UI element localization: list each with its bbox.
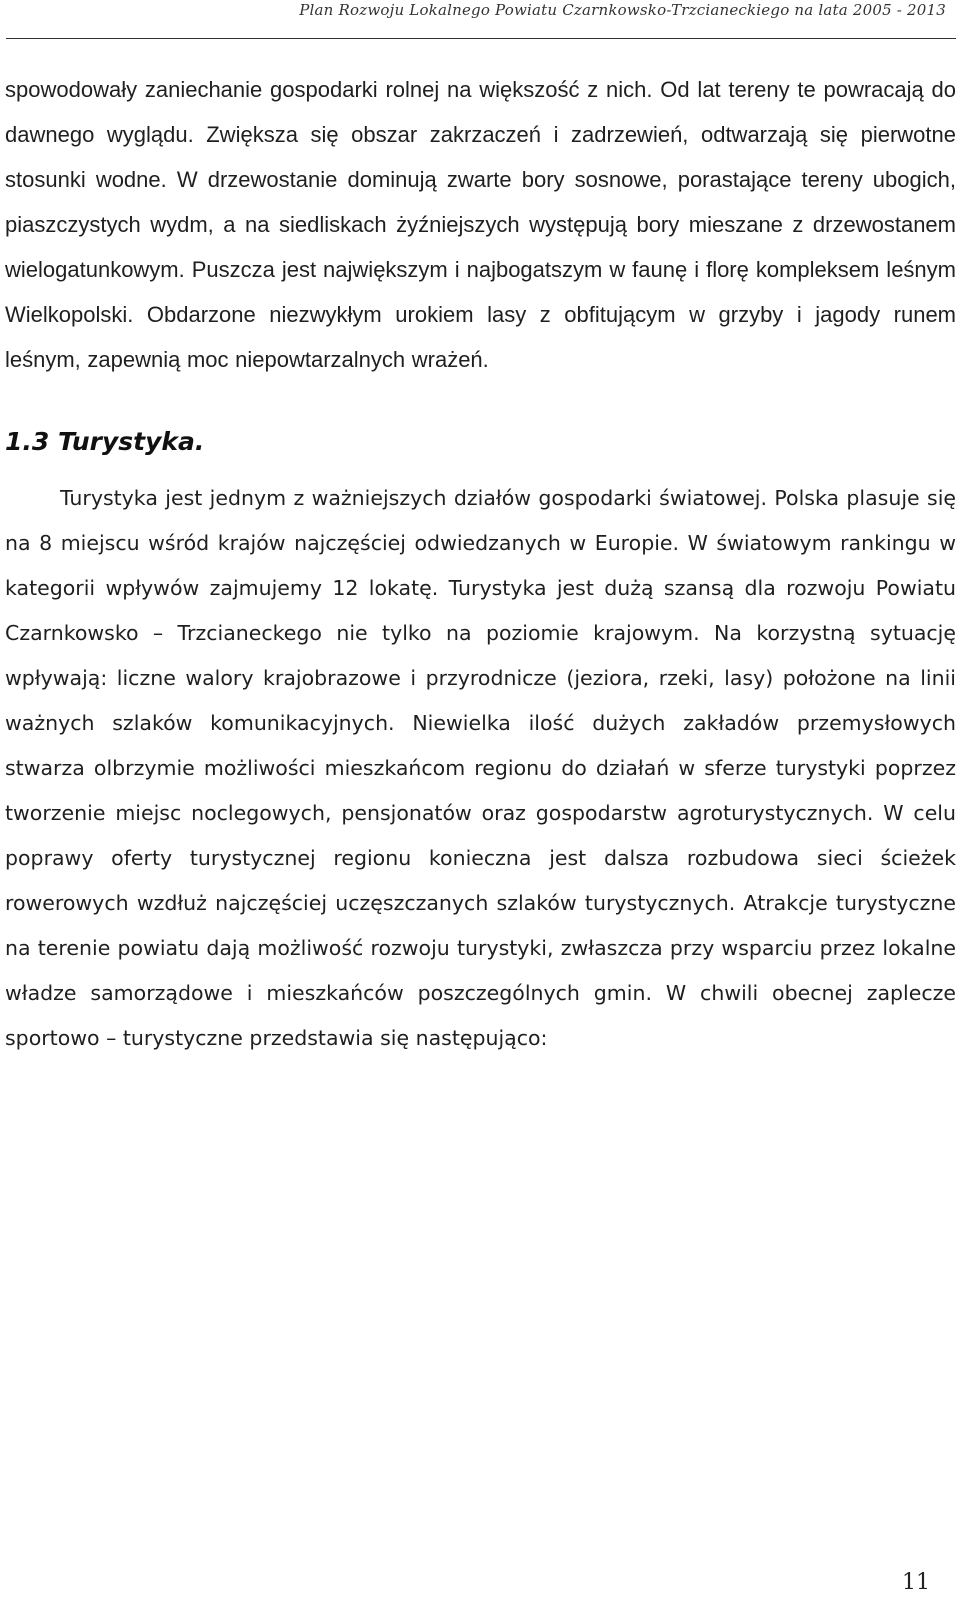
running-header xyxy=(0,0,960,40)
page-body xyxy=(5,67,956,1061)
header-rule xyxy=(6,38,956,39)
paragraph-forest-description: spowodowały zaniechanie gospodarki rolnej na większość z nich. Od lat tereny te powracają do dawnego wyglądu. Zwiększa się obszar zakrzaczeń i zadrzewień, odtwarzają się pierwotne stosunki wodne. W drzewostanie dominują zwarte bory sosnowe, porastające tereny ubogich, piaszczystych wydm, a na siedliskach żyźniejszych występują bory mieszane z drzewostanem wielogatunkowym. Puszcza jest największym i najbogatszym w faunę i florę kompleksem leśnym Wielkopolski. Obdarzone niezwykłym urokiem lasy z obfitującym w grzyby i jagody runem leśnym, zapewnią moc niepowtarzalnych wrażeń. xyxy=(5,77,956,372)
document-title: Plan Rozwoju Lokalnego Powiatu Czarnkowsko-Trzcianeckiego na lata 2005 - 2013 xyxy=(299,1,946,19)
page-number: 11 xyxy=(902,1570,930,1595)
section-heading-tourism: 1.3 Turystyka. xyxy=(5,427,205,456)
paragraph-tourism: Turystyka jest jednym z ważniejszych działów gospodarki światowej. Polska plasuje się na 8 miejscu wśród krajów najczęściej odwiedzanych w Europie. W światowym rankingu w kategorii wpływów zajmujemy 12 lokatę. Turystyka jest dużą szansą dla rozwoju Powiatu Czarnkowsko – Trzcianeckego nie tylko na poziomie krajowym. Na korzystną sytuację wpływają: liczne walory krajobrazowe i przyrodnicze (jeziora, rzeki, lasy) położone na linii ważnych szlaków komunikacyjnych. Niewielka ilość dużych zakładów przemysłowych stwarza olbrzymie możliwości mieszkańcom regionu do działań w sferze turystyki poprzez tworzenie miejsc noclegowych, pensjonatów oraz gospodarstw agroturystycznych. W celu poprawy oferty turystycznej regionu konieczna jest dalsza rozbudowa sieci ścieżek rowerowych wzdłuż najczęściej uczęszczanych szlaków turystycznych. Atrakcje turystyczne na terenie powiatu dają możliwość rozwoju turystyki, zwłaszcza przy wsparciu przez lokalne władze samorządowe i mieszkańców poszczególnych gmin. W chwili obecnej zaplecze sportowo – turystyczne przedstawia się następująco: xyxy=(5,486,956,1050)
